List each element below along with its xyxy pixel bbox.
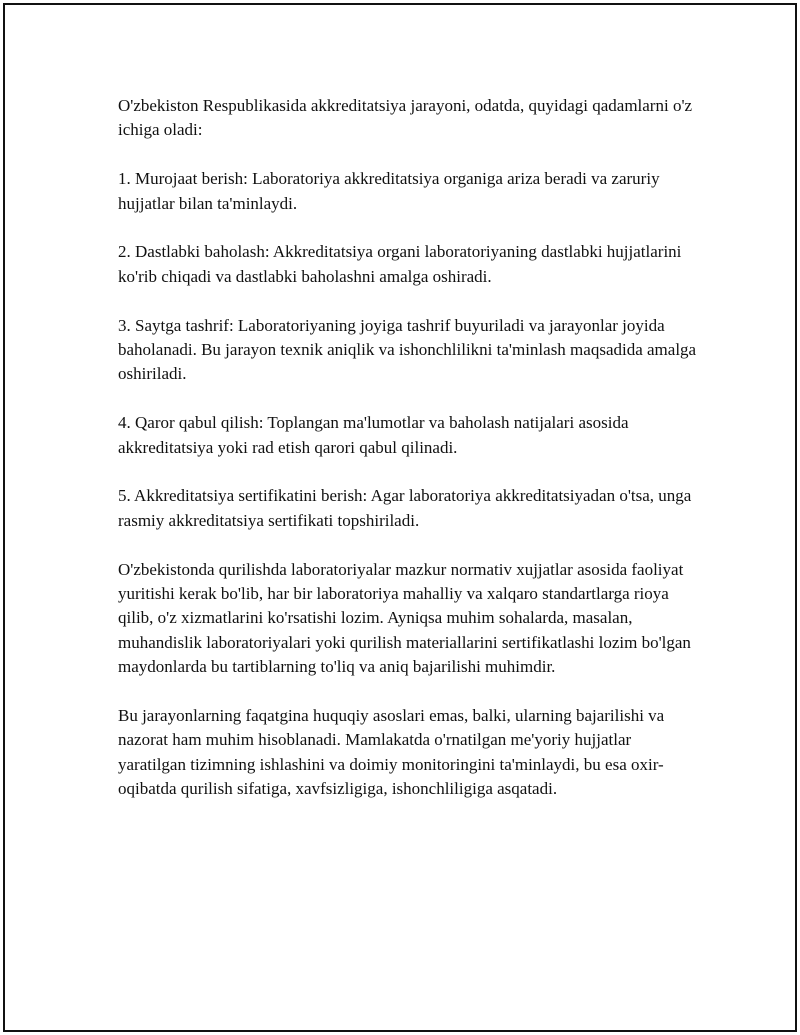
step-5-paragraph: 5. Akkreditatsiya sertifikatini berish: Agar laboratoriya akkreditatsiyadan o'tsa, unga rasmiy akkreditatsiya sertifikati topshiriladi. (118, 486, 692, 530)
intro-paragraph: O'zbekiston Respublikasida akkreditatsiya jarayoni, odatda, quyidagi qadamlarni o'z ichiga oladi: (118, 96, 693, 140)
step-3-paragraph: 3. Saytga tashrif: Laboratoriyaning joyiga tashrif buyuriladi va jarayonlar joyida baholanadi. Bu jarayon texnik aniqlik va ishonchlilikni ta'minlash maqsadida amalga oshiriladi. (118, 315, 697, 384)
body-paragraph: O'zbekistonda qurilishda laboratoriyalar mazkur normativ xujjatlar asosida faoliyat yuritishi kerak bo'lib, har bir laboratoriya mahalliy va xalqaro standartlarga rioya qilib, o'z xizmatlarini ko'rsatishi lozim. Ayniqsa muhim sohalarda, masalan, muhandislik laboratoriyalari yoki qurilish materiallarini sertifikatlashi lozim bo'lgan maydonlarda bu tartiblarning to'liq va aniq bajarilishi muhimdir. (118, 559, 691, 677)
conclusion-paragraph: Bu jarayonlarning faqatgina huquqiy asoslari emas, balki, ularning bajarilishi va nazorat ham muhim hisoblanadi. Mamlakatda o'rnatilgan me'yoriy hujjatlar yaratilgan tizimning ishlashini va doimiy monitoringini ta'minlaydi, bu esa oxir-oqibatda qurilish sifatiga, xavfsizligiga, ishonchliligiga asqatadi. (118, 706, 665, 799)
step-2-paragraph: 2. Dastlabki baholash: Akkreditatsiya organi laboratoriyaning dastlabki hujjatlarini ko'rib chiqadi va dastlabki baholashni amalga oshiradi. (118, 242, 682, 286)
step-1-paragraph: 1. Murojaat berish: Laboratoriya akkreditatsiya organiga ariza beradi va zaruriy hujjatlar bilan ta'minlaydi. (118, 169, 660, 213)
step-4-paragraph: 4. Qaror qabul qilish: Toplangan ma'lumotlar va baholash natijalari asosida akkreditatsiya yoki rad etish qarori qabul qilinadi. (118, 413, 629, 457)
document-body (118, 94, 698, 826)
